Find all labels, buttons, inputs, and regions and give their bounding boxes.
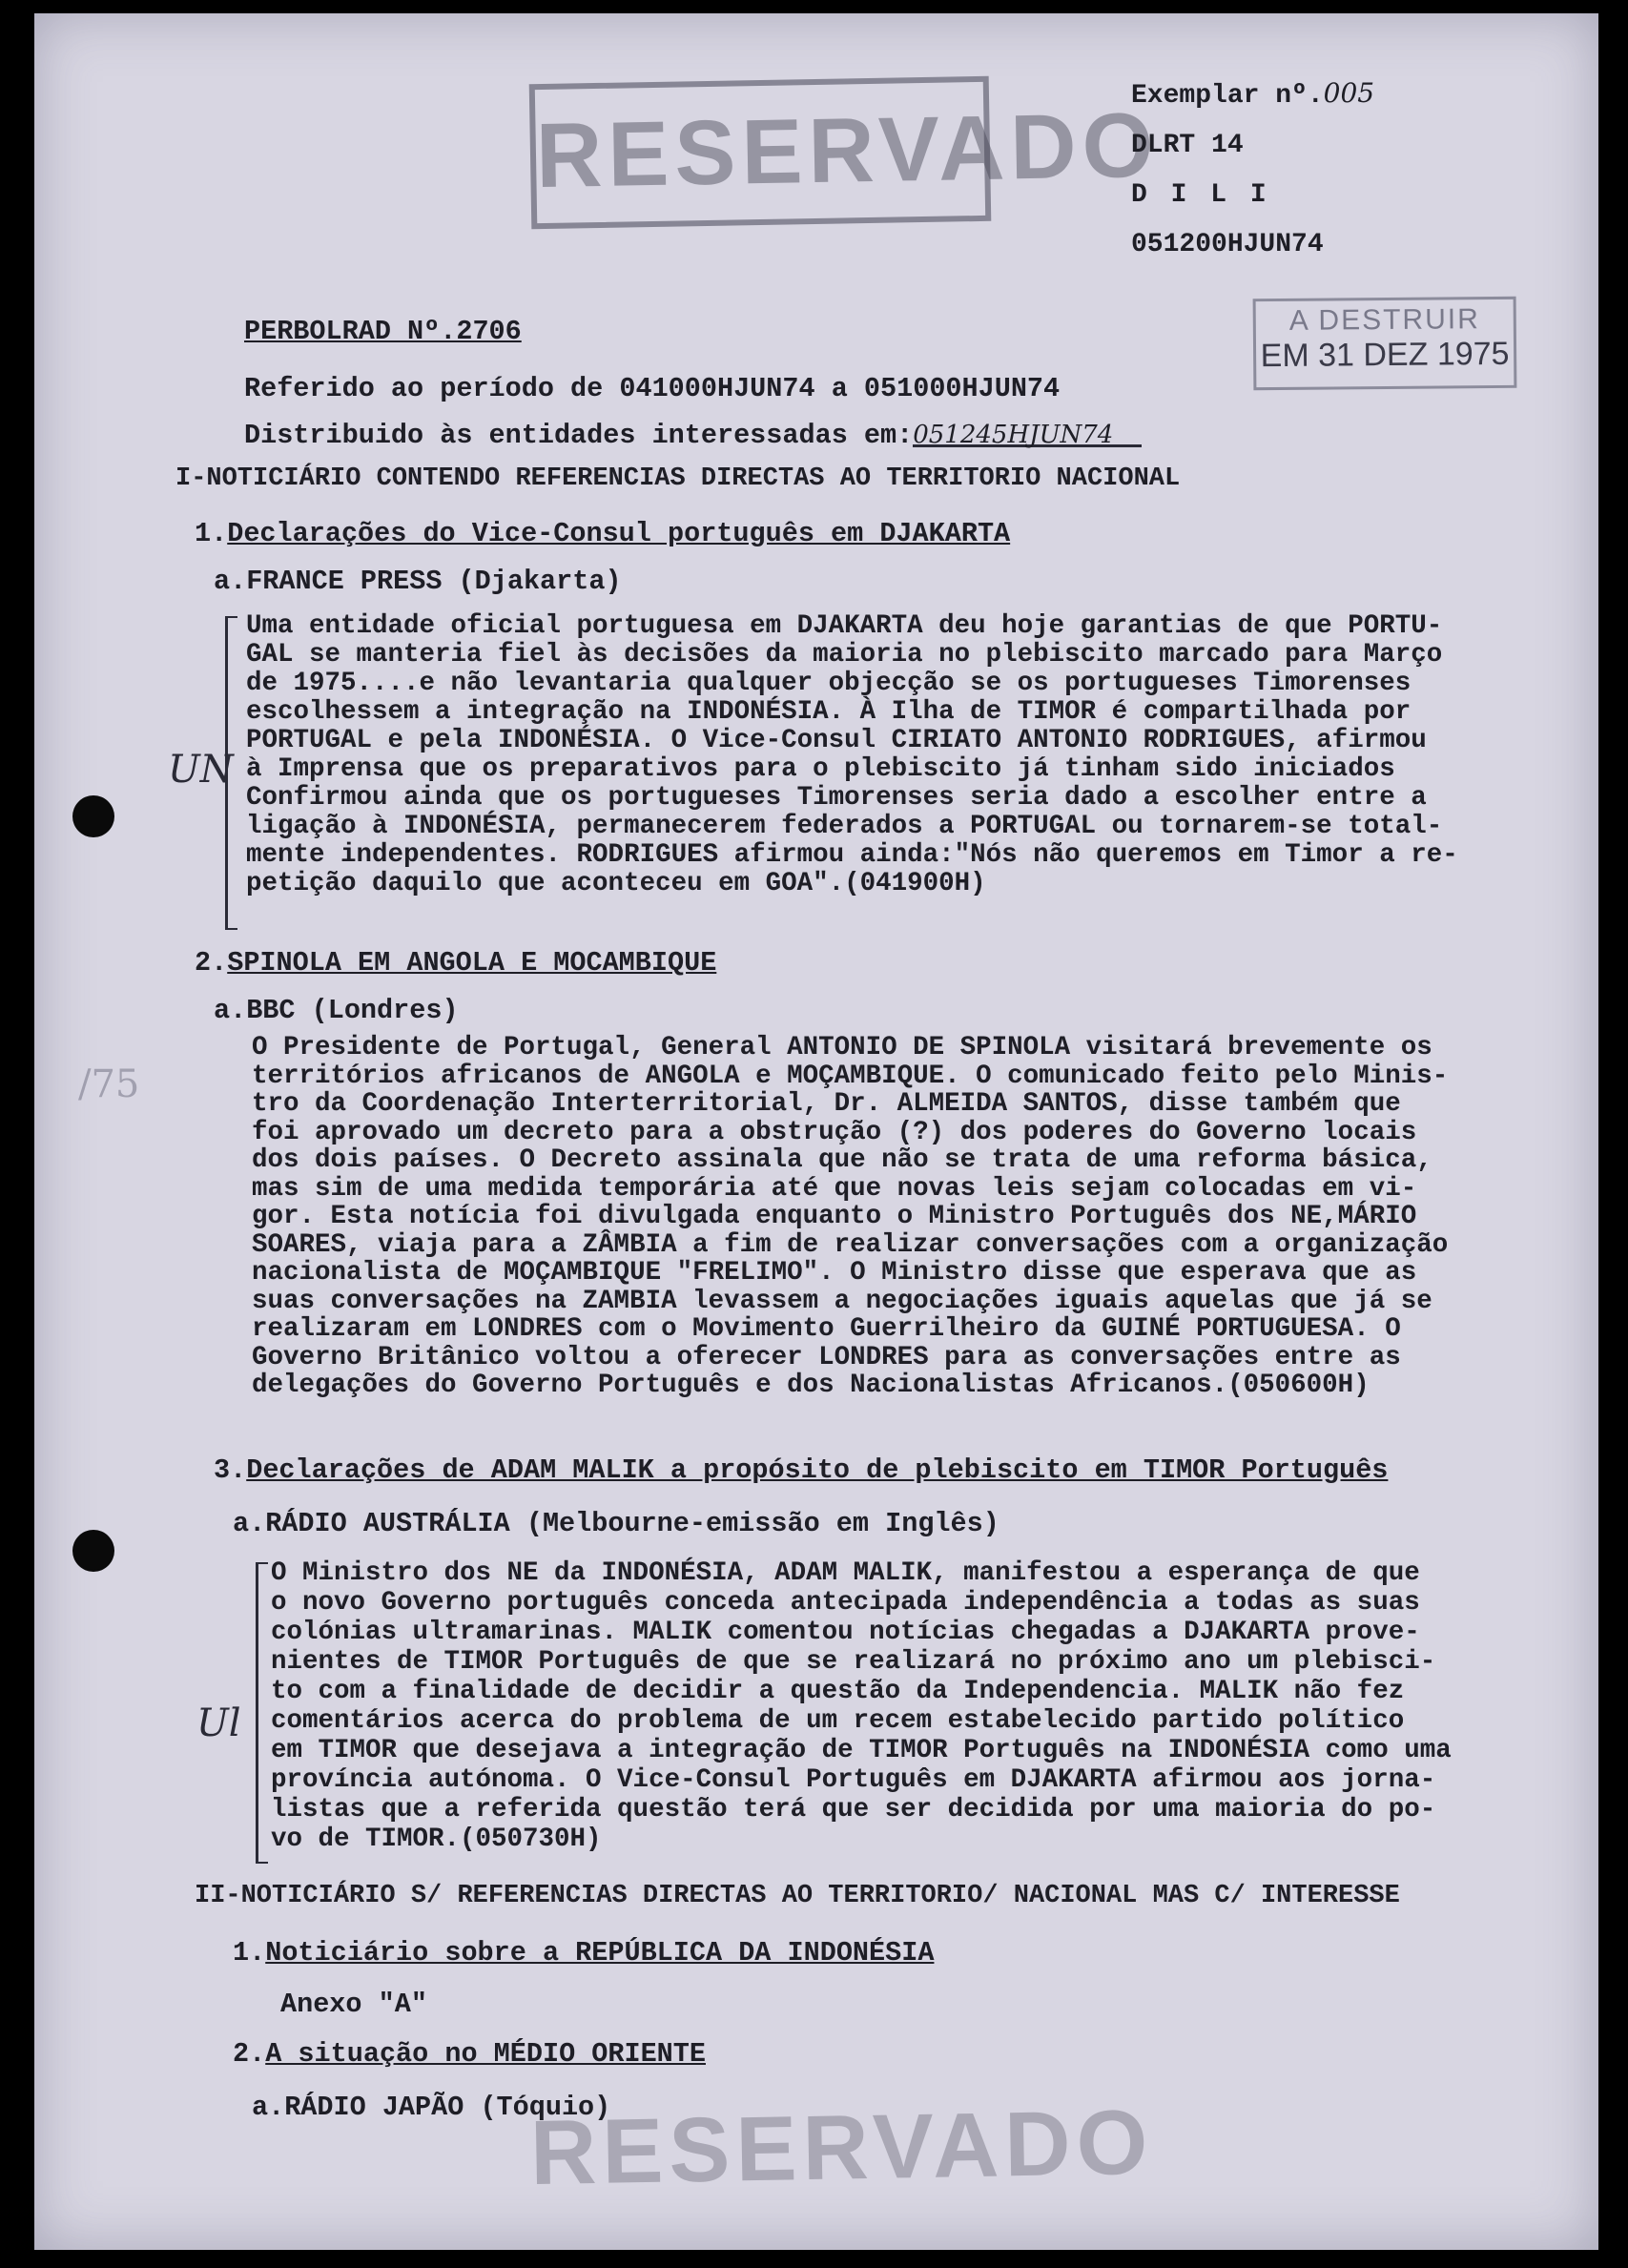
body-line: de 1975....e não levantaria qualquer objecção se os portugueses Timorenses — [246, 669, 1412, 698]
section1-item1a-body — [246, 612, 1458, 898]
body-line: ligação à INDONÉSIA, permanecerem federados a PORTUGAL ou tornarem-se total- — [246, 812, 1443, 841]
distribuido-line — [244, 420, 1142, 451]
body-line: mente independentes. RODRIGUES afirmou ainda:"Nós não queremos em Timor a re- — [246, 840, 1458, 870]
body-line: O Ministro dos NE da INDONÉSIA, ADAM MALIK, manifestou a esperança de que — [271, 1558, 1420, 1588]
body-line: nacionalista de MOÇAMBIQUE "FRELIMO". O Ministro disse que esperava que as — [252, 1258, 1417, 1288]
body-line: PORTUGAL e pela INDONÉSIA. O Vice-Consul CIRIATO ANTONIO RODRIGUES, afirmou — [246, 726, 1427, 755]
punch-hole-top — [72, 795, 114, 837]
body-line: escolhessem a integração na INDONÉSIA. À Ilha de TIMOR é compartilhada por — [246, 697, 1412, 727]
body-line: petição daquilo que aconteceu em GOA".(041900H) — [246, 869, 986, 898]
body-line: tro da Coordenação Interterritorial, Dr. ALMEIDA SANTOS, disse também que — [252, 1089, 1401, 1119]
dili-line: D I L I — [1131, 180, 1270, 210]
body-line: dos dois países. O Decreto assinala que não se trata de uma reforma básica, — [252, 1145, 1432, 1175]
section1-item2-number: 2. — [195, 947, 228, 979]
section1-item1a: a.FRANCE PRESS (Djakarta) — [214, 566, 622, 597]
pencil-margin-mark: /75 — [78, 1062, 140, 1106]
document-page — [34, 13, 1598, 2250]
body-line: Uma entidade oficial portuguesa em DJAKARTA deu hoje garantias de que PORTU- — [246, 611, 1443, 641]
section1-item2a: a.BBC (Londres) — [214, 995, 459, 1026]
section1-item1-title: Declarações do Vice-Consul português em DJAKARTA — [227, 518, 1011, 549]
section1-item2 — [195, 948, 716, 979]
body-line: em TIMOR que desejava a integração de TIMOR Português na INDONÉSIA como uma — [271, 1736, 1452, 1765]
body-line: província autónoma. O Vice-Consul Português em DJAKARTA afirmou aos jorna- — [271, 1765, 1436, 1795]
margin-mark-1: UN — [168, 748, 234, 792]
body-line: comentários acerca do problema de um recem estabelecido partido político — [271, 1706, 1405, 1736]
section1-item3a-body — [271, 1558, 1452, 1854]
body-line: realizaram em LONDRES com o Movimento Guerrilheiro da GUINÉ PORTUGUESA. O — [252, 1314, 1401, 1344]
section1-item2-title: SPINOLA EM ANGOLA E MOCAMBIQUE — [227, 947, 717, 979]
section1-item3 — [214, 1455, 1388, 1486]
margin-mark-2: Ul — [196, 1701, 241, 1745]
section1-heading: I-NOTICIÁRIO CONTENDO REFERENCIAS DIRECTAS AO TERRITORIO NACIONAL — [175, 464, 1181, 493]
reservado-stamp-bottom: RESERVADO — [529, 2091, 1155, 2205]
section1-item2a-body — [252, 1034, 1448, 1400]
body-line: vo de TIMOR.(050730H) — [271, 1825, 602, 1854]
body-line: delegações do Governo Português e dos Nacionalistas Africanos.(050600H) — [252, 1371, 1370, 1400]
body-line: suas conversações na ZAMBIA levassem a negociações iguais aquelas que já se — [252, 1286, 1432, 1316]
section2-item2-title: A situação no MÉDIO ORIENTE — [265, 2038, 706, 2070]
section1-item3-title: Declarações de ADAM MALIK a propósito de plebiscito em TIMOR Português — [246, 1454, 1389, 1486]
section1-item3a: a.RÁDIO AUSTRÁLIA (Melbourne-emissão em Inglês) — [233, 1508, 999, 1539]
body-line: GAL se manteria fiel às decisões da maioria no plebiscito marcado para Março — [246, 640, 1443, 670]
body-line: o novo Governo português conceda antecipada independência a todas as suas — [271, 1588, 1420, 1618]
exemplar-value: 005 — [1323, 77, 1375, 109]
punch-hole-bottom — [72, 1530, 114, 1572]
section1-item3-number: 3. — [214, 1454, 247, 1486]
destruir-label: A DESTRUIR — [1288, 303, 1480, 337]
header-block — [1131, 69, 1374, 270]
body-line: to com a finalidade de decidir a questão da Independencia. MALIK não fez — [271, 1677, 1405, 1706]
referido-line: Referido ao período de 041000HJUN74 a 051000HJUN74 — [244, 373, 1061, 404]
body-line: gor. Esta notícia foi divulgada enquanto o Ministro Português dos NE,MÁRIO — [252, 1202, 1417, 1231]
body-line: à Imprensa que os preparativos para o plebiscito já tinham sido iniciados — [246, 754, 1395, 784]
section2-item2 — [233, 2039, 706, 2070]
section1-item1 — [195, 519, 1010, 549]
distribuido-label: Distribuido às entidades interessadas em: — [244, 420, 914, 451]
section2-item1 — [233, 1938, 934, 1969]
section2-item2a: a.RÁDIO JAPÃO (Tóquio) — [252, 2092, 611, 2123]
exemplar-label: Exemplar nº. — [1131, 81, 1324, 111]
section2-item2-number: 2. — [233, 2038, 266, 2070]
dlrt-line: DLRT 14 — [1131, 131, 1244, 160]
reservado-stamp-top: RESERVADO — [529, 76, 992, 229]
destruir-stamp — [1253, 297, 1517, 390]
body-line: O Presidente de Portugal, General ANTONIO DE SPINOLA visitará brevemente os — [252, 1033, 1432, 1062]
section1-item1-number: 1. — [195, 518, 228, 549]
section2-item1-note: Anexo "A" — [280, 1989, 427, 2020]
section2-item1-number: 1. — [233, 1937, 266, 1969]
bracket-2 — [256, 1562, 268, 1864]
body-line: SOARES, viaja para a ZÂMBIA a fim de realizar conversações com a organização — [252, 1229, 1449, 1260]
body-line: territórios africanos de ANGOLA e MOÇAMBIQUE. O comunicado feito pelo Minis- — [252, 1061, 1449, 1091]
dtg-line: 051200HJUN74 — [1131, 230, 1324, 259]
body-line: Governo Britânico voltou a oferecer LONDRES para as conversações entre as — [252, 1342, 1401, 1372]
distribuido-fill — [913, 420, 1142, 447]
exemplar-line — [1131, 69, 1374, 121]
body-line: Confirmou ainda que os portugueses Timorenses seria dado a escolher entre a — [246, 783, 1427, 813]
section2-heading: II-NOTICIÁRIO S/ REFERENCIAS DIRECTAS AO TERRITORIO/ NACIONAL MAS C/ INTERESSE — [195, 1882, 1400, 1910]
distribuido-value: 051245HJUN74 — [913, 421, 1114, 449]
doc-title: PERBOLRAD Nº.2706 — [244, 316, 522, 347]
body-line: foi aprovado um decreto para a obstrução (?) dos poderes do Governo locais — [252, 1117, 1417, 1147]
body-line: nientes de TIMOR Português de que se realizará no próximo ano um plebisci- — [271, 1647, 1436, 1677]
destruir-date: EM 31 DEZ 1975 — [1260, 335, 1510, 375]
body-line: mas sim de uma medida temporária até que novas leis sejam colocadas em vi- — [252, 1173, 1417, 1204]
body-line: listas que a referida questão terá que ser decidida por uma maioria do po- — [271, 1795, 1436, 1825]
section2-item1-title: Noticiário sobre a REPÚBLICA DA INDONÉSIA — [265, 1937, 935, 1969]
body-line: colónias ultramarinas. MALIK comentou notícias chegadas a DJAKARTA prove- — [271, 1618, 1420, 1647]
